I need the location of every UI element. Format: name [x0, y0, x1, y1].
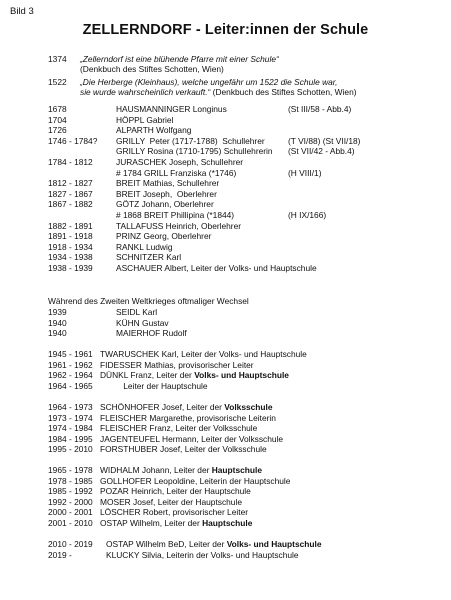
row-name: OSTAP Wilhelm, Leiter der Hauptschule [100, 518, 253, 528]
row-years: 1974 - 1984 [48, 423, 93, 434]
row-name: HAUSMANNINGER Longinus [116, 104, 227, 114]
row-reference: (St VII/42 - Abb.4) [288, 146, 355, 157]
row-name: # 1784 GRILL Franziska (*1746) [116, 167, 237, 178]
row-name: FLEISCHER Franz, Leiter der Volksschule [100, 423, 258, 434]
row-name: BREIT Joseph, Oberlehrer [116, 188, 217, 199]
row-years: 1978 - 1985 [48, 475, 93, 486]
intro-quote-line1: „Die Herberge (Kleinhaus), welche ungefähr um 1522 die Schule war, [80, 77, 338, 87]
figure-label: Bild 3 [10, 6, 34, 17]
war-notice: Während des Zweiten Weltkrieges oftmaliger Wechsel [48, 296, 249, 306]
row-reference: (H IX/166) [288, 210, 327, 220]
row-name: # 1868 BREIT Phillipina (*1844) [116, 210, 235, 220]
row-name: FLEISCHER Margarethe, provisorische Leiterin [100, 412, 276, 423]
row-years: 1704 [48, 114, 67, 125]
row-years: 1726 [48, 125, 67, 136]
row-name: TALLAFUSS Heinrich, Oberlehrer [116, 220, 242, 231]
row-years: 1964 - 1965 [48, 380, 93, 391]
row-name: RANKL Ludwig [116, 241, 173, 252]
row-years: 1867 - 1882 [48, 199, 93, 210]
row-name: TWARUSCHEK Karl, Leiter der Volks- und Hauptschule [100, 349, 307, 359]
row-name: HÖPPL Gabriel [116, 114, 174, 125]
row-years: 1992 - 2000 [48, 496, 93, 507]
row-years: 1784 - 1812 [48, 157, 93, 167]
row-years: 1827 - 1867 [48, 188, 93, 199]
row-name: PRINZ Georg, Oberlehrer [116, 231, 212, 242]
row-years: 1965 - 1978 [48, 465, 93, 475]
row-years: 1985 - 1992 [48, 486, 93, 497]
row-years: 1939 [48, 307, 67, 317]
row-years: 1938 - 1939 [48, 263, 93, 273]
row-years: 2019 - [48, 549, 72, 560]
row-reference: (St III/58 - Abb.4) [288, 104, 352, 114]
row-years: 1940 [48, 317, 67, 328]
row-name: SCHNITZER Karl [116, 252, 182, 263]
row-name: DÜNKL Franz, Leiter der Volks- und Hauptschule [100, 370, 289, 381]
row-name: JURASCHEK Joseph, Schullehrer [116, 157, 244, 167]
row-name: FORSTHUBER Josef, Leiter der Volksschule [100, 444, 267, 455]
row-years: 2001 - 2010 [48, 518, 93, 528]
row-name: SEIDL Karl [116, 307, 158, 317]
row-years: 1882 - 1891 [48, 220, 93, 231]
intro-source: (Denkbuch des Stiftes Schotten, Wien) [80, 64, 224, 74]
row-years: 1891 - 1918 [48, 231, 93, 242]
row-name: WIDHALM Johann, Leiter der Hauptschule [100, 465, 262, 475]
row-name: GÖTZ Johann, Oberlehrer [116, 199, 214, 210]
row-name: KLUCKY Silvia, Leiterin der Volks- und Hauptschule [106, 549, 299, 560]
row-name: ALPARTH Wolfgang [116, 125, 192, 136]
row-years: 1812 - 1827 [48, 178, 93, 189]
row-years: 1995 - 2010 [48, 444, 93, 455]
intro-year: 1374 [48, 54, 67, 64]
row-name: GOLLHOFER Leopoldine, Leiterin der Hauptschule [100, 475, 291, 486]
row-years: 1962 - 1964 [48, 370, 93, 381]
row-years: 1961 - 1962 [48, 359, 93, 370]
row-years: 1940 [48, 328, 67, 339]
row-name: MOSER Josef, Leiter der Hauptschule [100, 496, 242, 507]
row-name: KÜHN Gustav [116, 317, 169, 328]
intro-year: 1522 [48, 77, 67, 87]
row-years: 1964 - 1973 [48, 402, 93, 412]
row-reference: (H VIII/1) [288, 167, 322, 178]
page-title: ZELLERNDORF - Leiter:innen der Schule [82, 22, 369, 38]
row-name: GRILLY Rosina (1710-1795) Schullehrerin [116, 146, 273, 157]
row-years: 2010 - 2019 [48, 539, 93, 549]
row-years: 1678 [48, 104, 67, 114]
row-years: 1918 - 1934 [48, 241, 93, 252]
row-name: MAIERHOF Rudolf [116, 328, 187, 339]
row-name: GRILLY Peter (1717-1788) Schullehrer [116, 135, 265, 146]
row-name: FIDESSER Mathias, provisorischer Leiter [100, 359, 254, 370]
row-name: BREIT Mathias, Schullehrer [116, 178, 220, 189]
row-reference: (T VI/88) (St VII/18) [288, 135, 361, 146]
row-years: 1945 - 1961 [48, 349, 93, 359]
row-name: OSTAP Wilhelm BeD, Leiter der Volks- und Hauptschule [106, 539, 322, 549]
intro-quote-line2: sie wurde wahrscheinlich verkauft.“ (Denkbuch des Stiftes Schotten, Wien) [80, 87, 357, 97]
row-name: LÖSCHER Robert, provisorischer Leiter [100, 507, 249, 518]
row-years: 1746 - 1784? [48, 135, 98, 146]
row-years: 1934 - 1938 [48, 252, 93, 263]
row-name: JAGENTEUFEL Hermann, Leiter der Volksschule [100, 433, 284, 444]
row-years: 2000 - 2001 [48, 507, 93, 518]
row-name: POZAR Heinrich, Leiter der Hauptschule [100, 486, 251, 497]
intro-quote: „Zellerndorf ist eine blühende Pfarre mit einer Schule“ [80, 54, 279, 64]
row-years: 1984 - 1995 [48, 433, 93, 444]
row-name: ASCHAUER Albert, Leiter der Volks- und Hauptschule [116, 263, 317, 273]
row-name: Leiter der Hauptschule [100, 380, 208, 391]
row-years: 1973 - 1974 [48, 412, 93, 423]
row-name: SCHÖNHOFER Josef, Leiter der Volksschule [100, 402, 273, 412]
